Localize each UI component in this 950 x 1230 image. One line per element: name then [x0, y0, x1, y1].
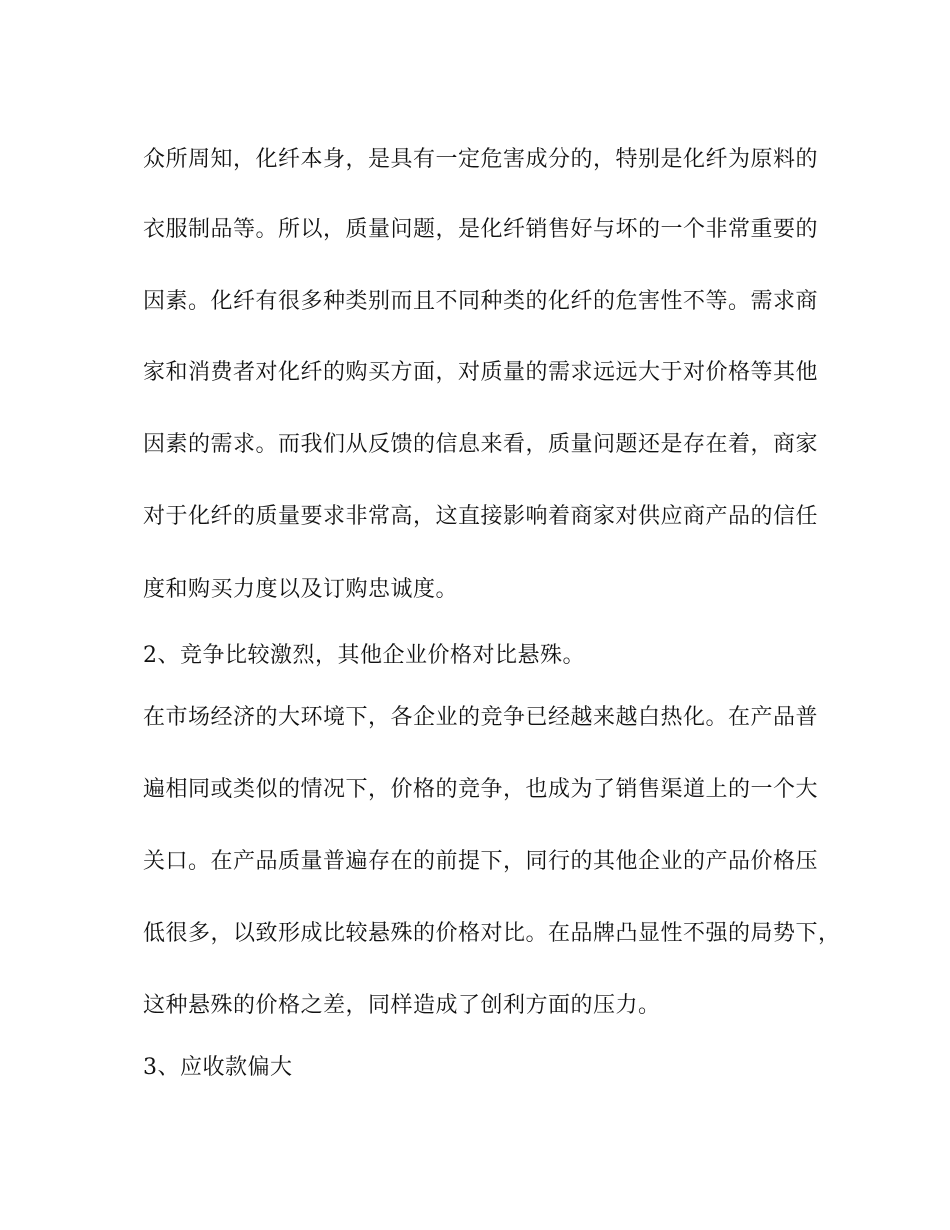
paragraph-1-line-5: 因素的需求。而我们从反馈的信息来看，质量问题还是存在着，商家: [143, 432, 819, 457]
paragraph-1-line-4: 家和消费者对化纤的购买方面，对质量的需求远远大于对价格等其他: [143, 360, 819, 385]
paragraph-2-line-2: 遍相同或类似的情况下，价格的竞争，也成为了销售渠道上的一个大: [143, 777, 819, 802]
section-heading-3: 3、应收款偏大: [143, 1055, 293, 1080]
paragraph-2-line-1: 在市场经济的大环境下，各企业的竞争已经越来越白热化。在产品普: [143, 705, 819, 730]
paragraph-2-line-3: 关口。在产品质量普遍存在的前提下，同行的其他企业的产品价格压: [143, 849, 819, 874]
section-heading-2: 2、竞争比较激烈，其他企业价格对比悬殊。: [143, 643, 585, 668]
paragraph-1-line-3: 因素。化纤有很多种类别而且不同种类的化纤的危害性不等。需求商: [143, 289, 819, 314]
paragraph-1-line-7: 度和购买力度以及订购忠诚度。: [143, 577, 459, 602]
paragraph-2-line-5: 这种悬殊的价格之差，同样造成了创利方面的压力。: [143, 993, 661, 1018]
paragraph-1-line-1: 众所周知，化纤本身，是具有一定危害成分的，特别是化纤为原料的: [143, 147, 819, 172]
paragraph-1-line-2: 衣服制品等。所以，质量问题，是化纤销售好与坏的一个非常重要的: [143, 217, 819, 242]
paragraph-2-line-4: 低很多，以致形成比较悬殊的价格对比。在品牌凸显性不强的局势下，: [143, 921, 841, 946]
paragraph-1-line-6: 对于化纤的质量要求非常高，这直接影响着商家对供应商产品的信任: [143, 504, 819, 529]
